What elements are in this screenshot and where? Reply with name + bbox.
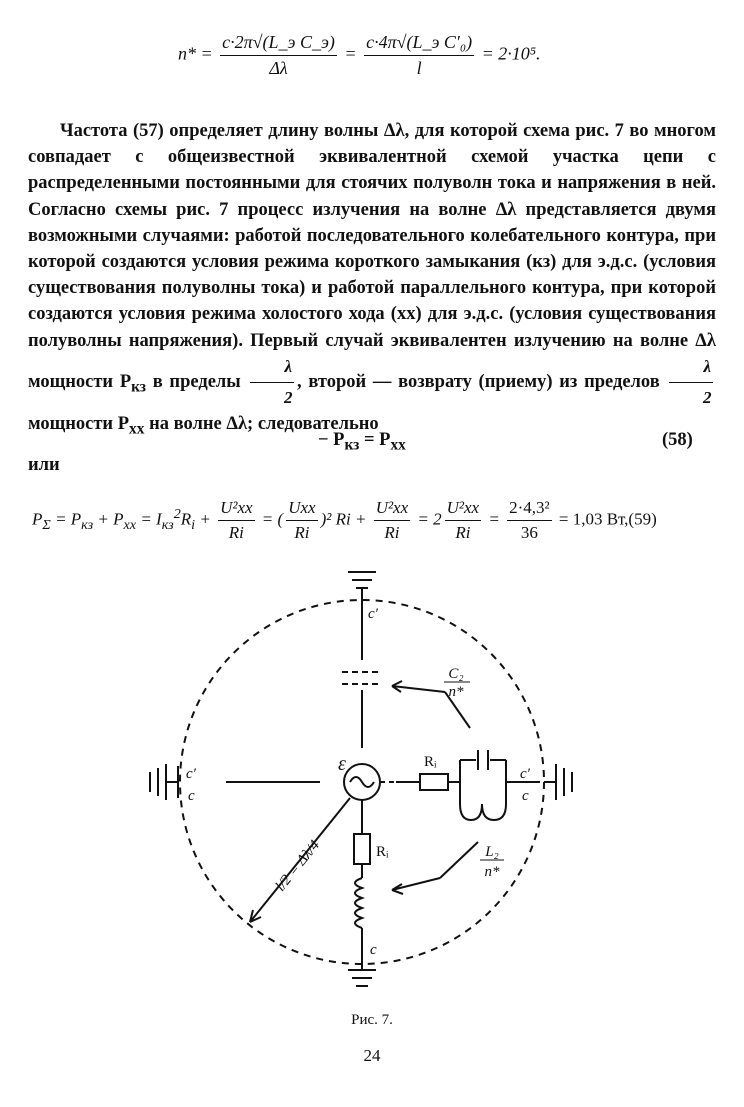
f59-result: = 1,03 Вт,(59) [554, 509, 657, 529]
figure-7-diagram [0, 560, 744, 1010]
paragraph-text-d: мощности P [28, 414, 130, 435]
f59-frac5 [507, 498, 552, 543]
lambda-over-two-2 [669, 354, 713, 411]
f59-frac1 [218, 498, 254, 543]
label-right-c-prime: c′ [520, 766, 530, 782]
formula-59: $P_\Sigma = P_{кз} + P_{xx} = I_{кз}^2R_i$ + $\frac{\text{U²xx}}{Ri}$ = ( $\frac{\text{Uxx}}{Ri}$ )² Ri + $\frac{\text{U²xx}}{Ri}$ = 2 $\frac{\text{U²xx}}{Ri}$ = $\frac{\text{2·4,3²}}{36}$ = 1,03 Вт,(59) [32, 498, 657, 542]
sub-kz: кз [131, 378, 146, 396]
equation-58-number: (58) [662, 430, 693, 450]
lambda-num-1: λ [250, 354, 294, 383]
frac2-numerator: c·4π√(L_э C′₀) [364, 32, 474, 56]
resistor-right-icon [420, 774, 448, 790]
formula-top-frac2 [364, 32, 474, 79]
f59-f2d: Ri [294, 523, 310, 542]
f59-f1d: Ri [228, 523, 244, 542]
label-right-c: c [522, 788, 529, 804]
parallel-lc-icon [460, 750, 506, 820]
f59-frac4 [445, 498, 481, 543]
f59-frac2 [286, 498, 317, 543]
f59-f2n: Uxx [286, 498, 317, 521]
l2-pointer-arrow [392, 842, 478, 894]
label-c-prime-top: c′ [368, 606, 378, 622]
label-ri-bottom: Rᵢ [376, 844, 389, 860]
f59-p7: = [257, 509, 278, 529]
paragraph-text-e: на волне Δλ; следовательно [144, 414, 379, 435]
sub-xx: хх [129, 420, 145, 438]
f59-p1sub: Σ [42, 516, 51, 533]
f59-f4d: Ri [455, 523, 471, 542]
eq58-rhs-sub: хх [390, 436, 406, 454]
resistor-bottom-icon [354, 834, 370, 864]
label-l2-den: n* [484, 864, 500, 880]
f59-f5d: 36 [520, 523, 538, 542]
frac1-numerator: c·2π√(L_э C_э) [220, 32, 337, 56]
f59-p4sup: 2 [173, 505, 181, 522]
eq58-lhs-sub: кз [344, 436, 360, 454]
frac1-denominator: Δλ [269, 58, 288, 78]
label-epsilon: ε [338, 753, 346, 775]
word-ili: или [28, 455, 60, 475]
label-ri-right: Rᵢ [424, 754, 437, 770]
f59-p3: + P [93, 509, 124, 529]
formula-top-result: = 2·10⁵. [481, 43, 541, 64]
right-ground-icon [544, 764, 572, 800]
f59-p2sub: кз [81, 516, 94, 533]
formula-top-eq: = [344, 43, 357, 64]
f59-f3n: U²xx [374, 498, 410, 521]
f59-p5sub: i [191, 516, 196, 533]
frac2-denominator: l [416, 58, 422, 78]
lambda-num-2: λ [669, 354, 713, 383]
inductor-bottom-icon [355, 878, 362, 928]
f59-p3sub: xx [123, 516, 137, 533]
formula-top [178, 32, 541, 79]
f59-p5: R [180, 509, 192, 529]
figure-caption: Рис. 7. [351, 1012, 393, 1028]
two-den-2: 2 [702, 388, 712, 408]
f59-p4sub: кз [161, 516, 174, 533]
top-capacitor-icon [342, 672, 382, 684]
left-ground-icon [150, 764, 178, 800]
label-left-c: c [188, 788, 195, 804]
f59-f4n: U²xx [445, 498, 481, 521]
eq58-eq: = P [359, 430, 391, 450]
f59-p9: = 2 [413, 509, 442, 529]
f59-p2: = P [50, 509, 82, 529]
f59-p10: = [484, 509, 505, 529]
lambda-over-two-1 [250, 354, 294, 411]
f59-p4: = I [136, 509, 162, 529]
body-paragraph [28, 118, 716, 443]
label-c2-den: n* [448, 684, 464, 700]
label-bottom-c: c [370, 942, 377, 958]
f59-f3d: Ri [384, 523, 400, 542]
formula-top-frac1 [220, 32, 337, 79]
equation-58 [318, 430, 406, 455]
paragraph-text-c: , второй — возврату (приему) из пределов [297, 371, 667, 392]
f59-frac3 [374, 498, 410, 543]
f59-p1: P [32, 509, 43, 529]
two-den-1: 2 [283, 388, 293, 408]
f59-f1n: U²xx [218, 498, 254, 521]
label-radius: l/2 = Δλ/4 [272, 837, 324, 895]
eq58-lhs: − P [318, 430, 345, 450]
label-left-c-prime: c′ [186, 766, 196, 782]
sine-wave-icon [350, 777, 374, 787]
label-c2-num: C₂ [448, 666, 464, 682]
f59-f5n: 2·4,3² [507, 498, 552, 521]
f59-p8: ² Ri + [326, 509, 371, 529]
f59-p6: + [195, 509, 216, 529]
page-number: 24 [363, 1046, 381, 1065]
paragraph-text-main: Частота (57) определяет длину волны Δλ, для которой схема рис. 7 во многом совпадает с общеизвестной эквивалентной схемой участка цепи с распределенными постоянными для стоячих полуволн тока и напряжения в ней. Согласно схемы рис. 7 процесс излучения на волне Δλ представляется двумя возможными случаями: работой последовательного колебательного контура, при которой создаются условия режима короткого замыкания (кз) для э.д.с. (условия существования полуволны тока) и работой параллельного контура, при которой создаются условия режима холостого хода (хх) для э.д.с. (условия существования полуволны напряжения). Первый случай эквивалентен излучению на волне Δλ мощности P [28, 121, 716, 392]
bottom-ground-icon [348, 970, 376, 986]
formula-top-lhs: n* = [178, 43, 213, 64]
label-l2-num: L₂ [485, 844, 499, 860]
paragraph-text-b: в пределы [146, 371, 248, 392]
